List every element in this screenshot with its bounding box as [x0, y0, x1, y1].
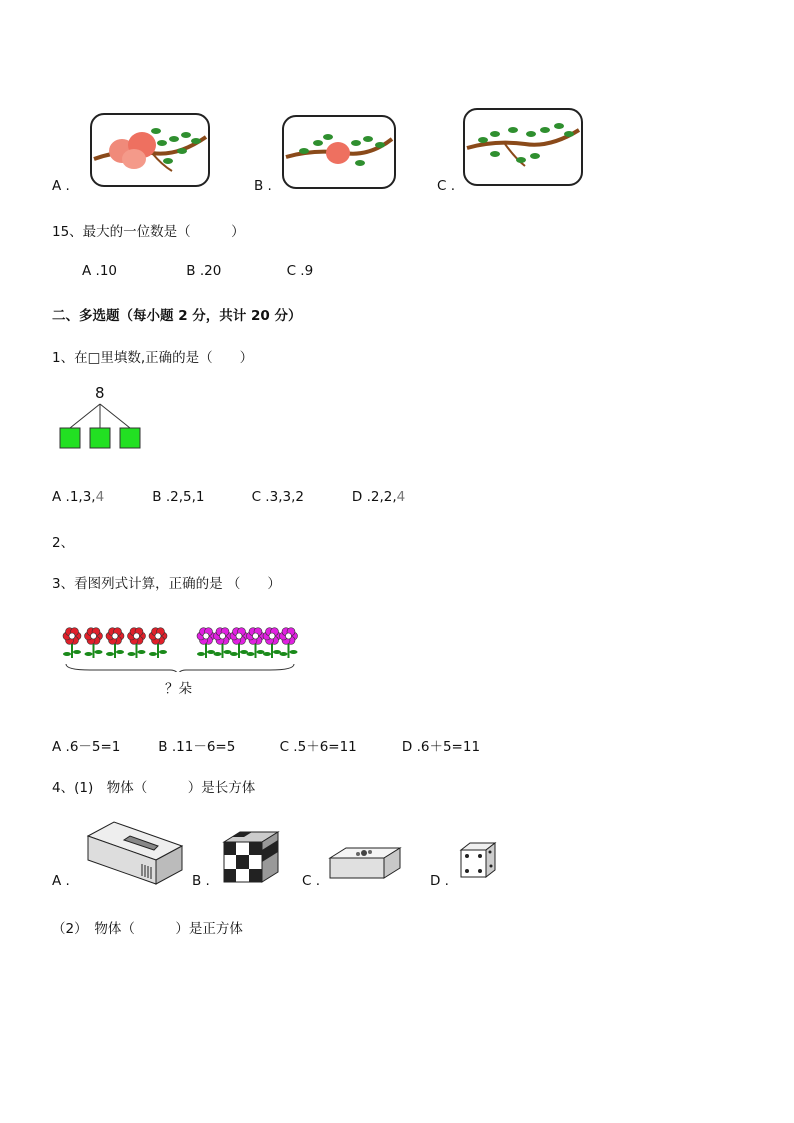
- mq1-option-a[interactable]: A .1,3,4: [52, 489, 105, 505]
- mq3-option-b[interactable]: B .11－6=5: [158, 739, 236, 755]
- mq4-option-c-image: [328, 844, 402, 884]
- mq4-option-d-label: D .: [430, 873, 449, 889]
- pink-flower-3: [230, 628, 248, 658]
- red-flower-5: [149, 628, 167, 658]
- pink-flower-4: [247, 628, 265, 658]
- mq4-stem: 4、(1) 物体（ ）是长方体: [52, 780, 256, 796]
- mq1-stem: 1、在□里填数,正确的是（ ）: [52, 350, 254, 366]
- mq4-option-a-image: [84, 820, 184, 886]
- red-flower-4: [128, 628, 146, 658]
- mq3-caption: ？朵: [165, 681, 192, 697]
- q14-option-c-label: C .: [437, 178, 456, 194]
- red-flower-2: [85, 628, 103, 658]
- mq4-option-a-label: A .: [52, 873, 70, 889]
- q14-option-b-image: [282, 115, 396, 189]
- q14-option-b-label: B .: [254, 178, 272, 194]
- mq4-option-c-label: C .: [302, 873, 321, 889]
- mq1-diagram: [56, 384, 144, 454]
- red-flower-1: [63, 628, 81, 658]
- q15-option-b[interactable]: B .20: [186, 263, 222, 279]
- q14-option-a-image: [90, 113, 210, 187]
- mq4-option-b-image: [220, 830, 280, 886]
- mq3-flowers: [60, 624, 300, 672]
- mq1-option-b[interactable]: B .2,5,1: [152, 489, 205, 505]
- mq3-stem: 3、看图列式计算，正确的是 （ ）: [52, 576, 281, 592]
- pink-flower-1: [197, 628, 215, 658]
- mq1-options: [52, 489, 405, 505]
- q15-options: [82, 263, 313, 279]
- q15-option-a[interactable]: A .10: [82, 263, 117, 279]
- mq4-sub2-stem: （2） 物体（ ）是正方体: [52, 921, 243, 937]
- mq1-option-d[interactable]: D .2,2,4: [351, 489, 406, 505]
- mq1-option-c[interactable]: C .3,3,2: [251, 489, 304, 505]
- red-flower-3: [106, 628, 124, 658]
- mq3-option-c[interactable]: C .5＋6=11: [279, 739, 357, 755]
- mq3-option-a[interactable]: A .6－5=1: [52, 739, 121, 755]
- q15-option-c[interactable]: C .9: [286, 263, 314, 279]
- mq4-option-b-label: B .: [192, 873, 210, 889]
- q14-option-a-label: A .: [52, 178, 70, 194]
- mq3-options: [52, 735, 480, 755]
- pink-flower-6: [280, 628, 298, 658]
- pink-flower-5: [263, 628, 281, 658]
- section-heading: 二、多选题（每小题 2 分，共计 20 分）: [52, 308, 302, 324]
- mq2-stem: 2、: [52, 535, 75, 551]
- mq4-option-d-image: [458, 840, 498, 880]
- mq1-top-number: 8: [95, 384, 105, 402]
- pink-flower-2: [214, 628, 232, 658]
- q14-option-c-image: [463, 108, 583, 186]
- mq3-option-d[interactable]: D .6＋5=11: [401, 739, 481, 755]
- q15-stem: 15、最大的一位数是（ ）: [52, 224, 245, 240]
